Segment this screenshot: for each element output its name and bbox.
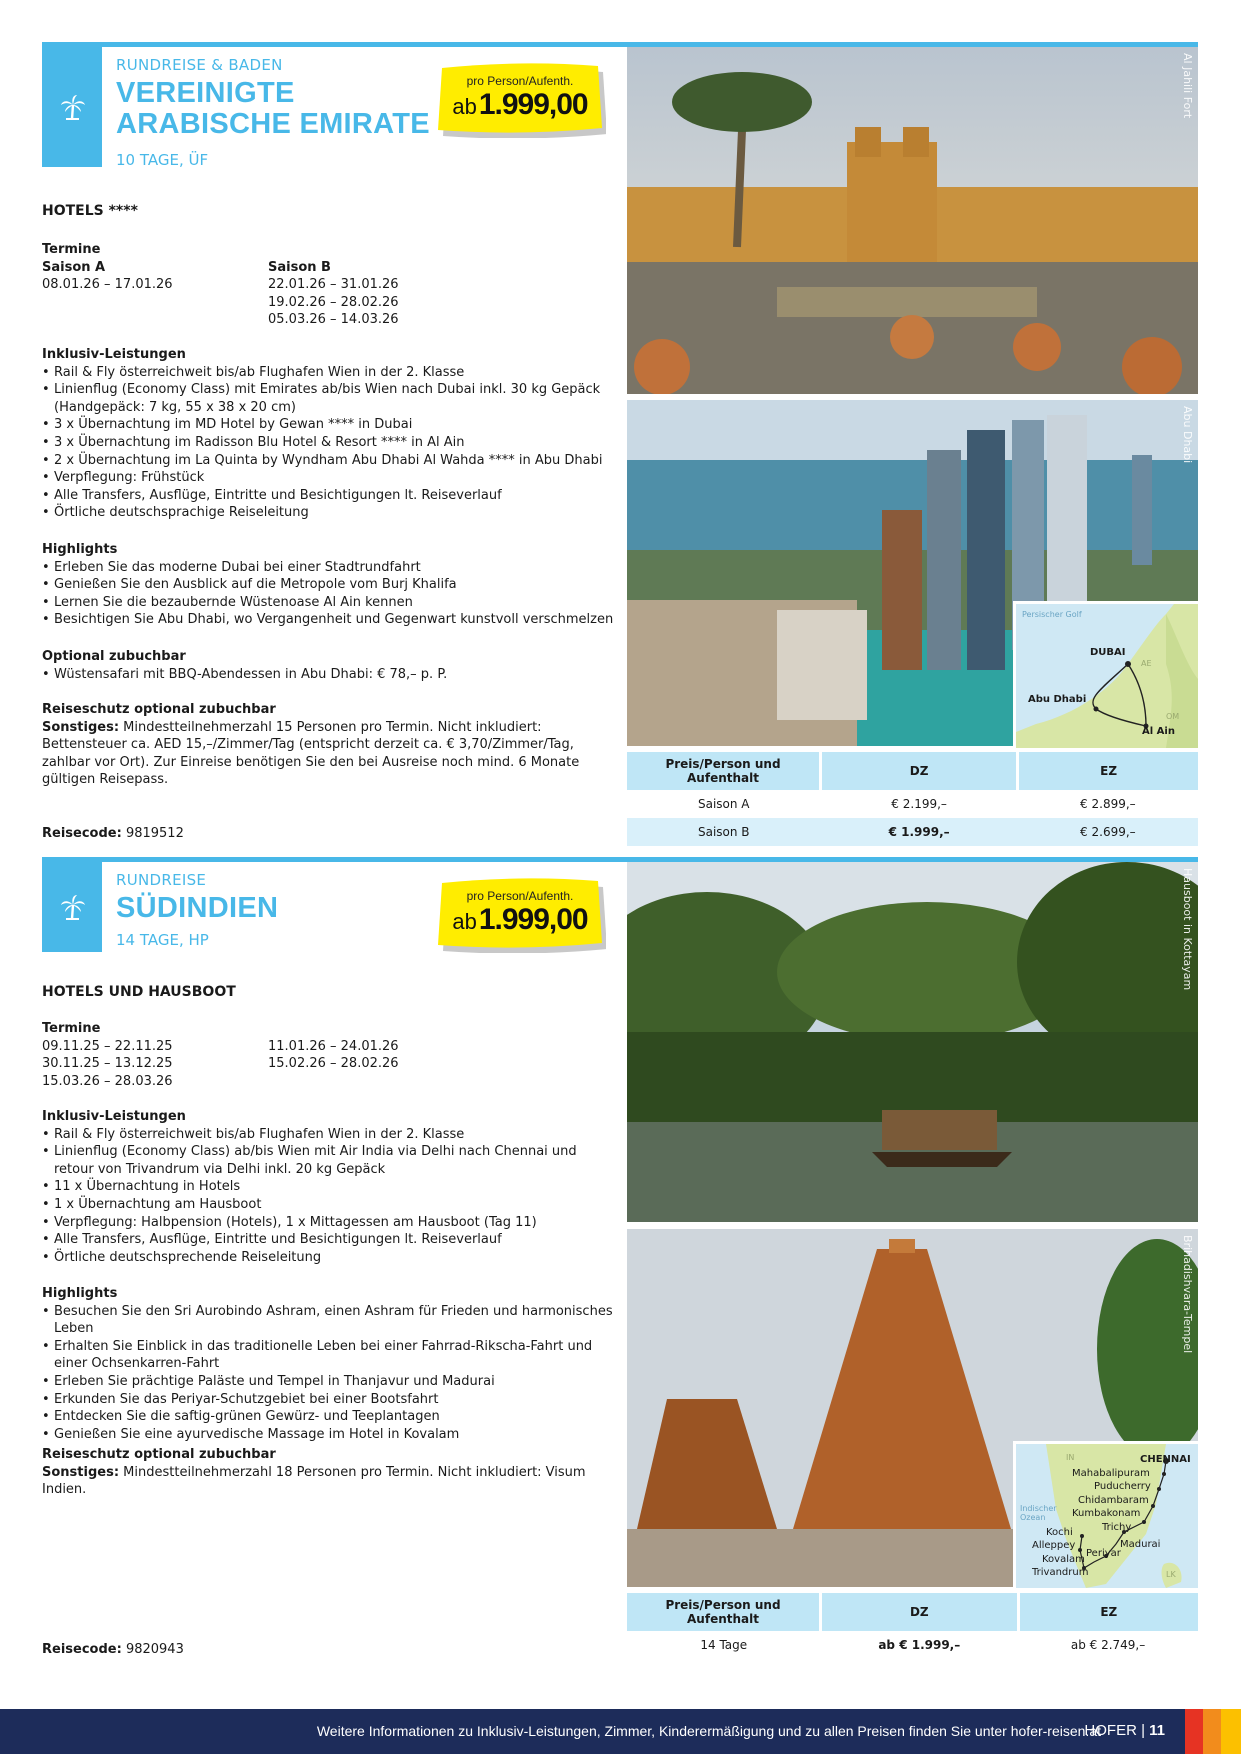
price-amount: 1.999,00 (478, 88, 588, 121)
map-label-mahabalipuram: Mahabalipuram (1072, 1468, 1150, 1479)
sonstiges-label: Sonstiges: (42, 719, 120, 735)
price-badge-label: pro Person/Aufenth. (466, 889, 574, 903)
price-table-row (627, 818, 1198, 846)
map-label-abudhabi: Abu Dhabi (1028, 694, 1087, 705)
color-stripe-orange (1203, 1709, 1221, 1754)
highlights-section (42, 1285, 617, 1443)
sonstiges-section (42, 701, 617, 789)
date-range: 15.02.26 – 28.02.26 (268, 1056, 399, 1072)
trip-title: SÜDINDIEN (116, 892, 279, 924)
date-range: 30.11.25 – 13.12.25 (42, 1056, 173, 1072)
season-a-date: 08.01.26 – 17.01.26 (42, 277, 173, 293)
highlight-item: • Erhalten Sie Einblick in das traditionelle Leben bei einer Fahrrad-Rikscha-Fahrt und einer Ochsenkarren-Fahrt (42, 1338, 617, 1373)
map-label-gulf: Persischer Golf (1022, 610, 1082, 619)
hotels-category: HOTELS **** (42, 203, 138, 219)
reisecode-value: 9820943 (125, 1642, 184, 1657)
date-range: 09.11.25 – 22.11.25 (42, 1038, 173, 1054)
photo-caption: Abu Dhabi (1181, 406, 1194, 464)
inklusiv-item: • Verpflegung: Halbpension (Hotels), 1 x Mittagessen am Hausboot (Tag 11) (42, 1214, 617, 1232)
price-table-cell: 14 Tage (700, 1638, 748, 1652)
season-b-date: 19.02.26 – 28.02.26 (268, 294, 399, 310)
reisecode-label: Reisecode: (42, 1642, 122, 1657)
price-table-cell: € 2.199,– (891, 797, 947, 811)
price-table-cell: Saison B (627, 818, 821, 846)
date-range: 11.01.26 – 24.01.26 (268, 1038, 399, 1054)
hotels-category: HOTELS UND HAUSBOOT (42, 984, 236, 1000)
price-badge-value (434, 88, 606, 122)
map-label-ocean: Indischer Ozean (1020, 1504, 1057, 1522)
map-label-om: OM (1166, 712, 1180, 721)
map-label-alain: Al Ain (1142, 726, 1175, 737)
route-map-india (1013, 1441, 1201, 1591)
price-table-cell: € 2.899,– (1080, 797, 1136, 811)
map-label-ae: AE (1141, 659, 1152, 668)
optional-section (42, 648, 617, 683)
inklusiv-section (42, 346, 617, 522)
season-b-date: 05.03.26 – 14.03.26 (268, 312, 399, 328)
optional-item: • Wüstensafari mit BBQ-Abendessen in Abu Dhabi: € 78,– p. P. (42, 666, 617, 684)
photo-caption: Al Jahili Fort (1181, 53, 1194, 119)
price-table-header (627, 1593, 1198, 1631)
date-range: 15.03.26 – 28.03.26 (42, 1073, 173, 1089)
highlight-item: • Erleben Sie das moderne Dubai bei einer Stadtrundfahrt (42, 559, 617, 577)
inklusiv-item: • 1 x Übernachtung am Hausboot (42, 1196, 617, 1214)
footer-brand: HOFER | 11 (1084, 1722, 1165, 1739)
inklusiv-item: • Linienflug (Economy Class) ab/bis Wien mit Air India via Delhi nach Chennai und retour von Trivandrum via Delhi inkl. 20 kg Gepäck (42, 1143, 617, 1178)
price-table-cell: ab € 2.749,– (1070, 1638, 1146, 1652)
price-table-row (627, 790, 1198, 818)
trip-duration: 10 TAGE, ÜF (116, 151, 209, 169)
footer-info-text: Weitere Informationen zu Inklusiv-Leistungen, Zimmer, Kinderermäßigung und zu allen Preisen finden Sie unter hofer-reisen.at (316, 1723, 1101, 1739)
price-prefix: ab (452, 909, 477, 934)
inklusiv-item: • 3 x Übernachtung im MD Hotel by Gewan **** in Dubai (42, 416, 617, 434)
photo-caption: Brihadishvara-Tempel (1181, 1235, 1194, 1354)
price-table-cell: € 2.699,– (1018, 818, 1198, 846)
reisecode (42, 1642, 184, 1657)
map-label-dubai: DUBAI (1090, 647, 1126, 658)
price-table (627, 752, 1198, 846)
price-table-header-cell: Preis/Person und Aufenthalt (627, 752, 821, 790)
sonstiges-label: Sonstiges: (42, 1464, 120, 1480)
termine-section (42, 1020, 617, 1092)
inklusiv-item: • Alle Transfers, Ausflüge, Eintritte und Besichtigungen lt. Reiseverlauf (42, 1231, 617, 1249)
price-table-row (627, 1631, 1198, 1659)
price-table-header-cell: Preis/Person und Aufenthalt (627, 1593, 821, 1631)
map-label-periyar: Periyar (1086, 1548, 1121, 1559)
price-table-header-cell: DZ (821, 752, 1018, 790)
photo-al-jahili-fort (627, 47, 1198, 394)
map-label-trichy: Trichy (1102, 1522, 1132, 1533)
page-number: 11 (1149, 1722, 1165, 1739)
map-label-madurai: Madurai (1120, 1539, 1161, 1550)
price-table-cell: ab € 1.999,– (878, 1638, 961, 1652)
price-table (627, 1593, 1198, 1659)
price-table-cell: € 1.999,– (821, 818, 1018, 846)
price-amount: 1.999,00 (478, 903, 588, 936)
map-label-trivandrum: Trivandrum (1032, 1567, 1089, 1578)
reisecode-value: 9819512 (125, 826, 184, 841)
inklusiv-item: • 11 x Übernachtung in Hotels (42, 1178, 617, 1196)
inklusiv-item: • Örtliche deutschsprechende Reiseleitung (42, 1249, 617, 1267)
highlight-item: • Erleben Sie prächtige Paläste und Tempel in Thanjavur und Madurai (42, 1373, 617, 1391)
optional-title: Optional zubuchbar (42, 649, 186, 664)
color-stripe-yellow (1221, 1709, 1241, 1754)
price-badge-value (434, 903, 606, 937)
price-prefix: ab (452, 94, 477, 119)
inklusiv-title: Inklusiv-Leistungen (42, 347, 186, 362)
highlight-item: • Entdecken Sie die saftig-grünen Gewürz- und Teeplantagen (42, 1408, 617, 1426)
season-b-date: 22.01.26 – 31.01.26 (268, 277, 399, 293)
season-a-title: Saison A (42, 259, 106, 275)
highlight-item: • Besuchen Sie den Sri Aurobindo Ashram, einen Ashram für Frieden und harmonisches Leben (42, 1303, 617, 1338)
palm-tree-icon (58, 893, 86, 921)
inklusiv-item: • Alle Transfers, Ausflüge, Eintritte und Besichtigungen lt. Reiseverlauf (42, 487, 617, 505)
map-label-lk: LK (1166, 1570, 1176, 1579)
inklusiv-title: Inklusiv-Leistungen (42, 1109, 186, 1124)
inklusiv-item: • Örtliche deutschsprachige Reiseleitung (42, 504, 617, 522)
price-table-header-cell: EZ (1018, 752, 1198, 790)
termine-section (42, 241, 617, 331)
map-label-chennai: CHENNAI (1140, 1454, 1191, 1465)
inklusiv-item: • Linienflug (Economy Class) mit Emirates ab/bis Wien nach Dubai inkl. 30 kg Gepäck (Handgepäck: 7 kg, 55 x 38 x 20 cm) (42, 381, 617, 416)
highlights-section (42, 541, 617, 629)
season-b-title: Saison B (268, 259, 331, 275)
price-table-header-cell: EZ (1018, 1593, 1198, 1631)
map-label-alleppey: Alleppey (1032, 1540, 1076, 1551)
price-table-cell: Saison A (697, 797, 750, 811)
map-label-in: IN (1066, 1453, 1075, 1462)
sonstiges-section (42, 1446, 617, 1499)
map-label-kochi: Kochi (1046, 1527, 1073, 1538)
photo-hausboot-kottayam (627, 862, 1198, 1222)
dates-column-2 (268, 1038, 399, 1073)
map-label-kovalam: Kovalam (1042, 1554, 1085, 1565)
route-map-uae (1013, 601, 1201, 751)
highlight-item: • Erkunden Sie das Periyar-Schutzgebiet bei einer Bootsfahrt (42, 1391, 617, 1409)
reiseschutz-note: Reiseschutz optional zubuchbar (42, 1447, 276, 1462)
termine-title: Termine (42, 1021, 101, 1036)
season-b (268, 259, 399, 329)
price-table-header (627, 752, 1198, 790)
palm-tree-icon-box (42, 862, 102, 952)
trip-title-line1: VEREINIGTE (116, 77, 295, 109)
highlight-item: • Besichtigen Sie Abu Dhabi, wo Vergangenheit und Gegenwart kunstvoll verschmelzen (42, 611, 617, 629)
sonstiges-text: Mindestteilnehmerzahl 15 Personen pro Termin. Nicht inkludiert: Bettensteuer ca. AED 15,–/Zimmer/Tag (entspricht derzeit ca. € 3,70/Zimmer/Tag, zahlbar vor Ort). Zur Einreise benötigen Sie den bei Ausreise noch mind. 6 Monate gültigen Reisepass. (42, 719, 580, 788)
reisecode-label: Reisecode: (42, 826, 122, 841)
trip-category: RUNDREISE & BADEN (116, 56, 283, 74)
inklusiv-item: • 3 x Übernachtung im Radisson Blu Hotel & Resort **** in Al Ain (42, 434, 617, 452)
inklusiv-section (42, 1108, 617, 1266)
sonstiges-text: Mindestteilnehmerzahl 18 Personen pro Termin. Nicht inkludiert: Visum Indien. (42, 1464, 586, 1498)
termine-title: Termine (42, 242, 101, 257)
highlights-title: Highlights (42, 542, 118, 557)
price-badge (434, 877, 606, 953)
photo-caption: Hausboot in Kottayam (1181, 868, 1194, 991)
page-footer (0, 1709, 1241, 1754)
trip-category: RUNDREISE (116, 871, 207, 889)
map-label-kumbakonam: Kumbakonam (1072, 1508, 1141, 1519)
palm-tree-icon (58, 93, 86, 121)
palm-tree-icon-box (42, 47, 102, 167)
inklusiv-item: • Rail & Fly österreichweit bis/ab Flughafen Wien in der 2. Klasse (42, 364, 617, 382)
inklusiv-item: • Verpflegung: Frühstück (42, 469, 617, 487)
reiseschutz-note: Reiseschutz optional zubuchbar (42, 702, 276, 717)
inklusiv-item: • Rail & Fly österreichweit bis/ab Flughafen Wien in der 2. Klasse (42, 1126, 617, 1144)
reisecode (42, 826, 184, 841)
price-table-header-cell: DZ (821, 1593, 1019, 1631)
color-stripe-red (1185, 1709, 1203, 1754)
trip-title-line2: ARABISCHE EMIRATE (116, 108, 430, 140)
inklusiv-item: • 2 x Übernachtung im La Quinta by Wyndham Abu Dhabi Al Wahda **** in Abu Dhabi (42, 452, 617, 470)
highlights-title: Highlights (42, 1286, 118, 1301)
highlight-item: • Genießen Sie den Ausblick auf die Metropole vom Burj Khalifa (42, 576, 617, 594)
map-label-puducherry: Puducherry (1094, 1481, 1151, 1492)
trip-title (116, 78, 430, 140)
price-badge (434, 62, 606, 138)
map-label-chidambaram: Chidambaram (1078, 1495, 1149, 1506)
highlight-item: • Genießen Sie eine ayurvedische Massage im Hotel in Kovalam (42, 1426, 617, 1444)
footer-brand-name: HOFER (1084, 1722, 1137, 1739)
highlight-item: • Lernen Sie die bezaubernde Wüstenoase Al Ain kennen (42, 594, 617, 612)
trip-duration: 14 TAGE, HP (116, 931, 209, 949)
price-badge-label: pro Person/Aufenth. (466, 74, 574, 88)
